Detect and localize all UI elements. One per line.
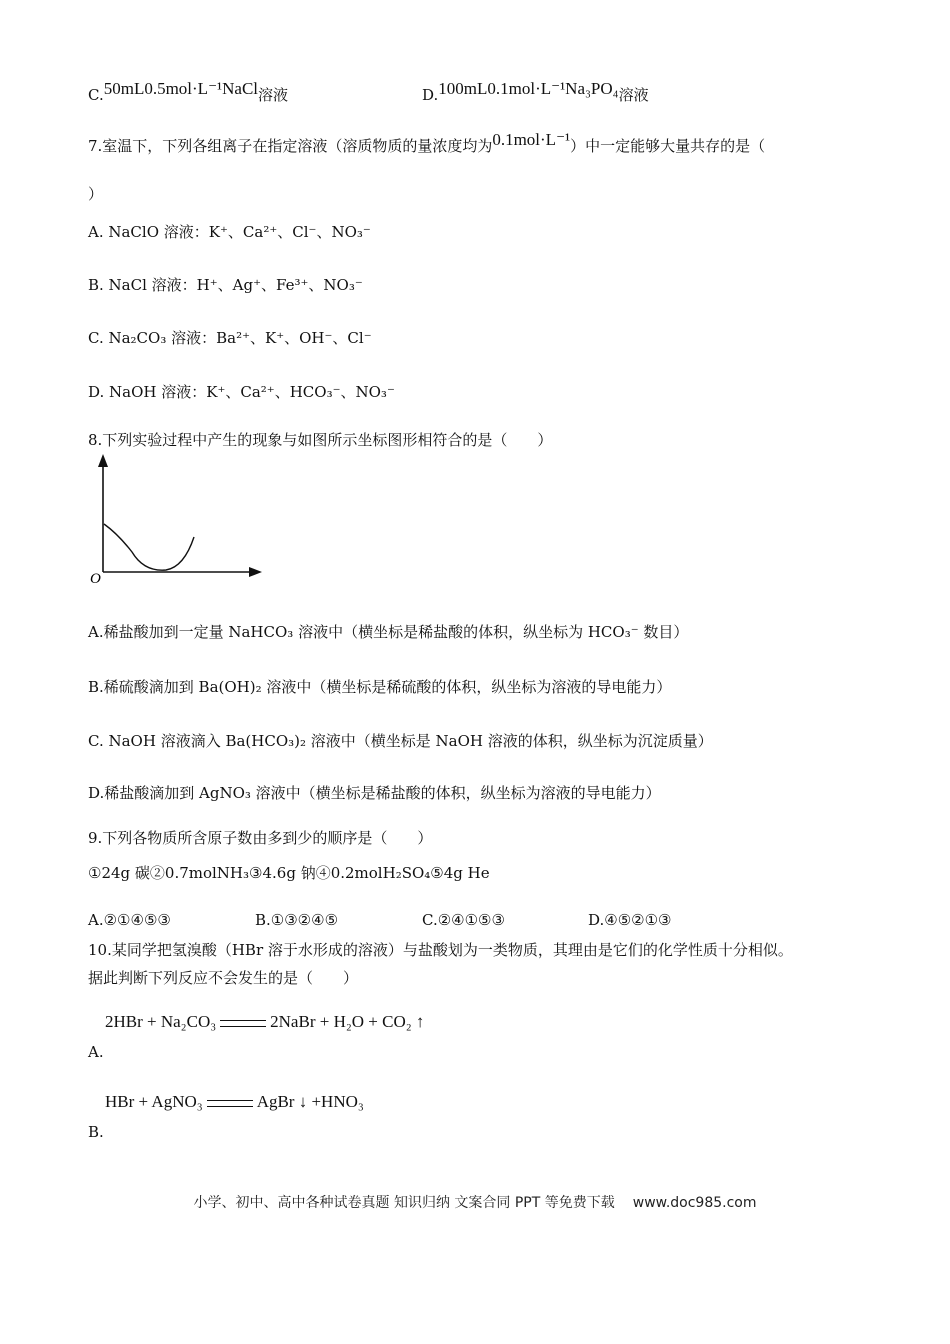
q9-items: ①24g 碳②0.7molNH₃③4.6g 钠④0.2molH₂SO₄⑤4g He bbox=[88, 864, 490, 882]
x-axis bbox=[103, 567, 262, 577]
q7-option-c: C. Na₂CO₃ 溶液：Ba²⁺、K⁺、OH⁻、Cl⁻ bbox=[88, 329, 372, 347]
page-footer bbox=[0, 1192, 950, 1212]
curve bbox=[104, 524, 194, 570]
footer-url[interactable]: www.doc985.com bbox=[632, 1195, 757, 1211]
q9-option-d: D.④⑤②①③ bbox=[588, 911, 672, 929]
q10-equation-a: 2HBr + Na₂CO₃ 2NaBr + H₂O + CO₂ ↑ bbox=[105, 1012, 425, 1031]
footer-text: 小学、初中、高中各种试卷真题 知识归纳 文案合同 PPT 等免费下载 bbox=[193, 1195, 615, 1211]
q8-figure-graph bbox=[86, 450, 276, 590]
q10-option-b-label: B. bbox=[88, 1123, 104, 1141]
q7-option-a: A. NaClO 溶液：K⁺、Ca²⁺、Cl⁻、NO₃⁻ bbox=[88, 223, 371, 241]
q8-option-c: C. NaOH 溶液滴入 Ba(HCO₃)₂ 溶液中（横坐标是 NaOH 溶液的体积，纵坐标为沉淀质量） bbox=[88, 732, 713, 750]
q8-option-b: B.稀硫酸滴加到 Ba(OH)₂ 溶液中（横坐标是稀硫酸的体积，纵坐标为溶液的导电能力） bbox=[88, 678, 672, 696]
q8-option-a: A.稀盐酸加到一定量 NaHCO₃ 溶液中（横坐标是稀盐酸的体积，纵坐标为 HCO₃⁻ 数目） bbox=[88, 623, 689, 641]
q7-option-b: B. NaCl 溶液：H⁺、Ag⁺、Fe³⁺、NO₃⁻ bbox=[88, 276, 363, 294]
q6-option-d: D.100mL0.1mol·L⁻¹Na₃PO₄溶液 bbox=[422, 79, 649, 104]
q7-option-d: D. NaOH 溶液：K⁺、Ca²⁺、HCO₃⁻、NO₃⁻ bbox=[88, 383, 395, 401]
q9-option-a: A.②①④⑤③ bbox=[88, 911, 171, 929]
y-axis bbox=[98, 454, 108, 572]
q6-option-c: C.50mL0.5mol·L⁻¹NaCl溶液 bbox=[88, 79, 289, 104]
q8-stem: 8.下列实验过程中产生的现象与如图所示坐标图形相符合的是（ ） bbox=[88, 431, 553, 449]
origin-label: O bbox=[90, 571, 101, 587]
equals-sign bbox=[207, 1100, 253, 1107]
q9-stem: 9.下列各物质所含原子数由多到少的顺序是（ ） bbox=[88, 829, 433, 847]
q7-stem-close: ） bbox=[88, 185, 104, 203]
q8-option-d: D.稀盐酸滴加到 AgNO₃ 溶液中（横坐标是稀盐酸的体积，纵坐标为溶液的导电能力） bbox=[88, 784, 661, 802]
q10-stem-line1: 10.某同学把氢溴酸（HBr 溶于水形成的溶液）与盐酸划为一类物质，其理由是它们的化学性质十分相似。 bbox=[88, 941, 793, 959]
q10-stem-line2: 据此判断下列反应不会发生的是（ ） bbox=[88, 969, 359, 987]
q7-stem: 7.室温下，下列各组离子在指定溶液（溶质物质的量浓度均为0.1mol·L⁻¹）中一定能够大量共存的是（ bbox=[88, 130, 766, 155]
q10-option-a-label: A. bbox=[88, 1043, 104, 1061]
q10-equation-b: HBr + AgNO₃ AgBr ↓ +HNO₃ bbox=[105, 1092, 364, 1111]
equals-sign bbox=[220, 1020, 266, 1027]
q9-option-b: B.①③②④⑤ bbox=[255, 911, 339, 929]
q9-option-c: C.②④①⑤③ bbox=[422, 911, 505, 929]
